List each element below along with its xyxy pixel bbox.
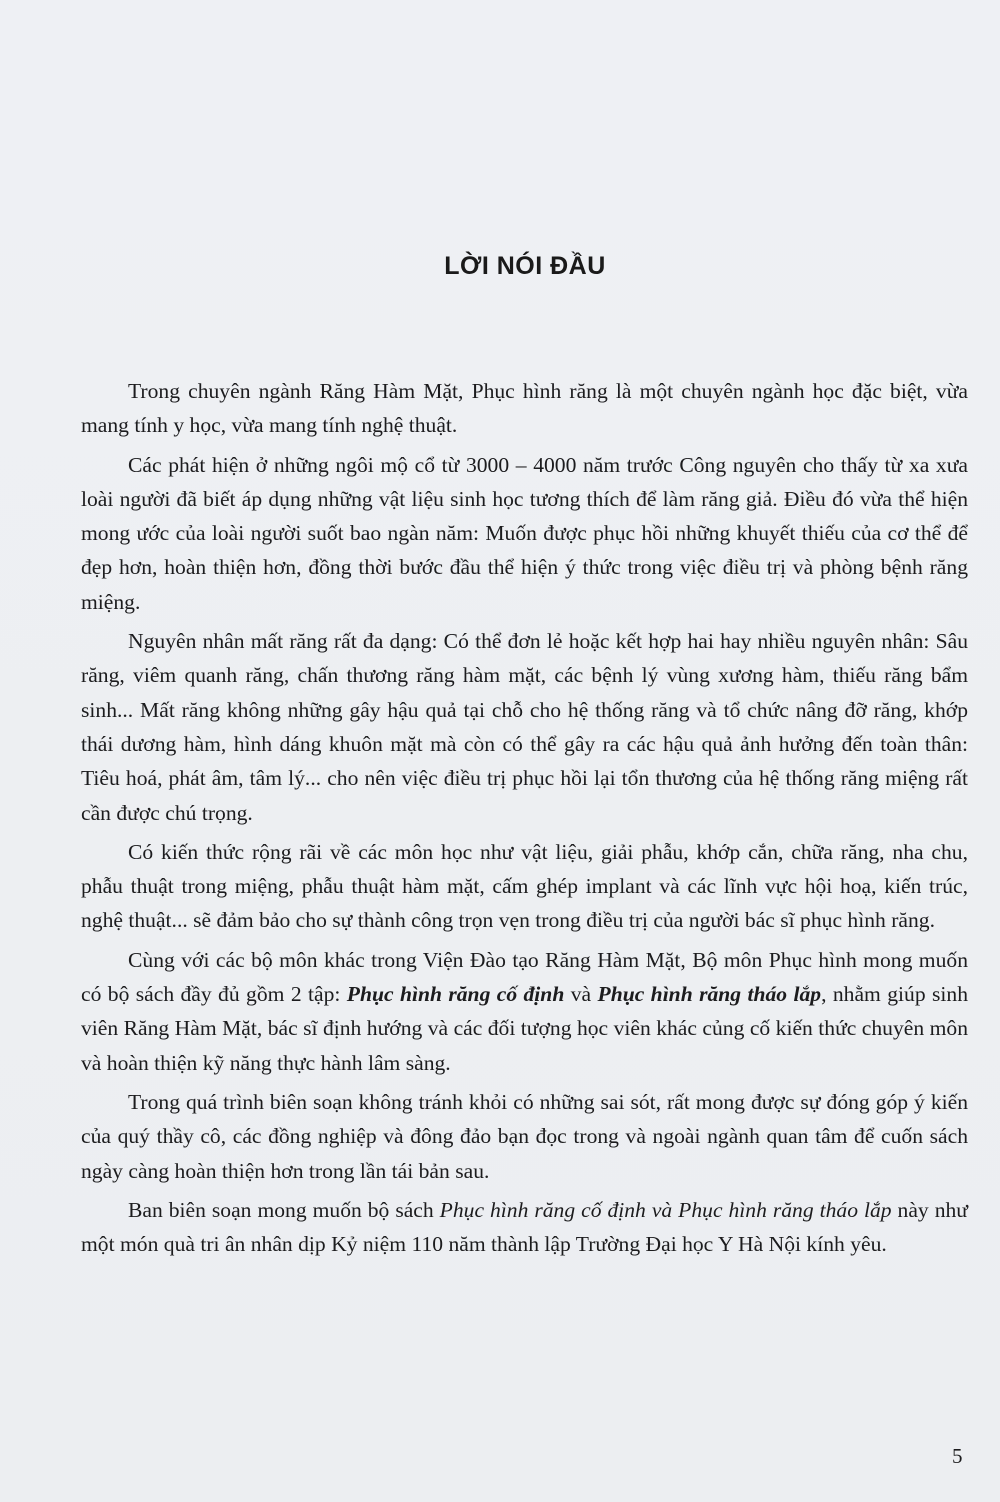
paragraph-5-text-c: , nhằm giúp sinh viên Răng Hàm Mặt, bác sĩ định hướng và các đối tượng học viên khác củng cố kiến thức chuyên môn và hoàn thiện kỹ năng thực hành lâm sàng. <box>81 982 968 1075</box>
paragraph-4: Có kiến thức rộng rãi về các môn học như vật liệu, giải phẫu, khớp cắn, chữa răng, nha chu, phẫu thuật trong miệng, phẫu thuật hàm mặt, cấm ghép implant và các lĩnh vực hội hoạ, kiến trúc, nghệ thuật... sẽ đảm bảo cho sự thành công trọn vẹn trong điều trị của người bác sĩ phục hình răng. <box>81 839 968 933</box>
paragraph-1: Trong chuyên ngành Răng Hàm Mặt, Phục hình răng là một chuyên ngành học đặc biệt, vừa mang tính y học, vừa mang tính nghệ thuật. <box>81 379 968 438</box>
paragraph-7 <box>81 1193 968 1262</box>
page-heading: LỜI NÓI ĐẦU <box>444 252 606 280</box>
paragraph-5-text-a: Cùng với các bộ môn khác trong Viện Đào tạo Răng Hàm Mặt, Bộ môn Phục hình mong muốn có bộ sách đầy đủ gồm 2 tập: <box>81 947 968 1007</box>
paragraph-3: Nguyên nhân mất răng rất đa dạng: Có thể đơn lẻ hoặc kết hợp hai hay nhiều nguyên nhân: Sâu răng, viêm quanh răng, chấn thương răng hàm mặt, các bệnh lý vùng xương hàm, thiếu răng bẩm sinh... Mất răng không những gây hậu quả tại chỗ cho hệ thống răng và tổ chức nâng đỡ răng, khớp thái dương hàm, hình dáng khuôn mặt mà còn có thể gây ra các hậu quả ảnh hưởng đến toàn thân: Tiêu hoá, phát âm, tâm lý... cho nên việc điều trị phục hồi lại tổn thương của hệ thống răng miệng rất cần được chú trọng. <box>81 629 968 825</box>
book-title-removable: Phục hình răng tháo lắp <box>597 982 822 1007</box>
book-title-fixed: Phục hình răng cố định <box>346 982 565 1007</box>
preface-body <box>81 374 968 1266</box>
book-series-title: Phục hình răng cố định và Phục hình răng tháo lắp <box>439 1197 892 1222</box>
paragraph-6: Trong quá trình biên soạn không tránh khỏi có những sai sót, rất mong được sự đóng góp ý kiến của quý thầy cô, các đồng nghiệp và đông đảo bạn đọc trong và ngoài ngành quan tâm để cuốn sách ngày càng hoàn thiện hơn trong lần tái bản sau. <box>81 1089 968 1183</box>
paragraph-2: Các phát hiện ở những ngôi mộ cổ từ 3000 – 4000 năm trước Công nguyên cho thấy từ xa xưa loài người đã biết áp dụng những vật liệu sinh học tương thích để làm răng giả. Điều đó vừa thể hiện mong ước của loài người suốt bao ngàn năm: Muốn được phục hồi những khuyết thiếu của cơ thể để đẹp hơn, hoàn thiện hơn, đồng thời bước đầu thể hiện ý thức trong việc điều trị và phòng bệnh răng miệng. <box>81 452 968 614</box>
paragraph-5-text-b: và <box>564 982 598 1007</box>
paragraph-7-text-b: này như một món quà tri ân nhân dịp Kỷ niệm 110 năm thành lập Trường Đại học Y Hà Nội kính yêu. <box>81 1197 968 1257</box>
paragraph-5 <box>81 943 968 1080</box>
paragraph-7-text-a: Ban biên soạn mong muốn bộ sách <box>128 1197 440 1222</box>
page-number: 5 <box>952 1444 963 1468</box>
